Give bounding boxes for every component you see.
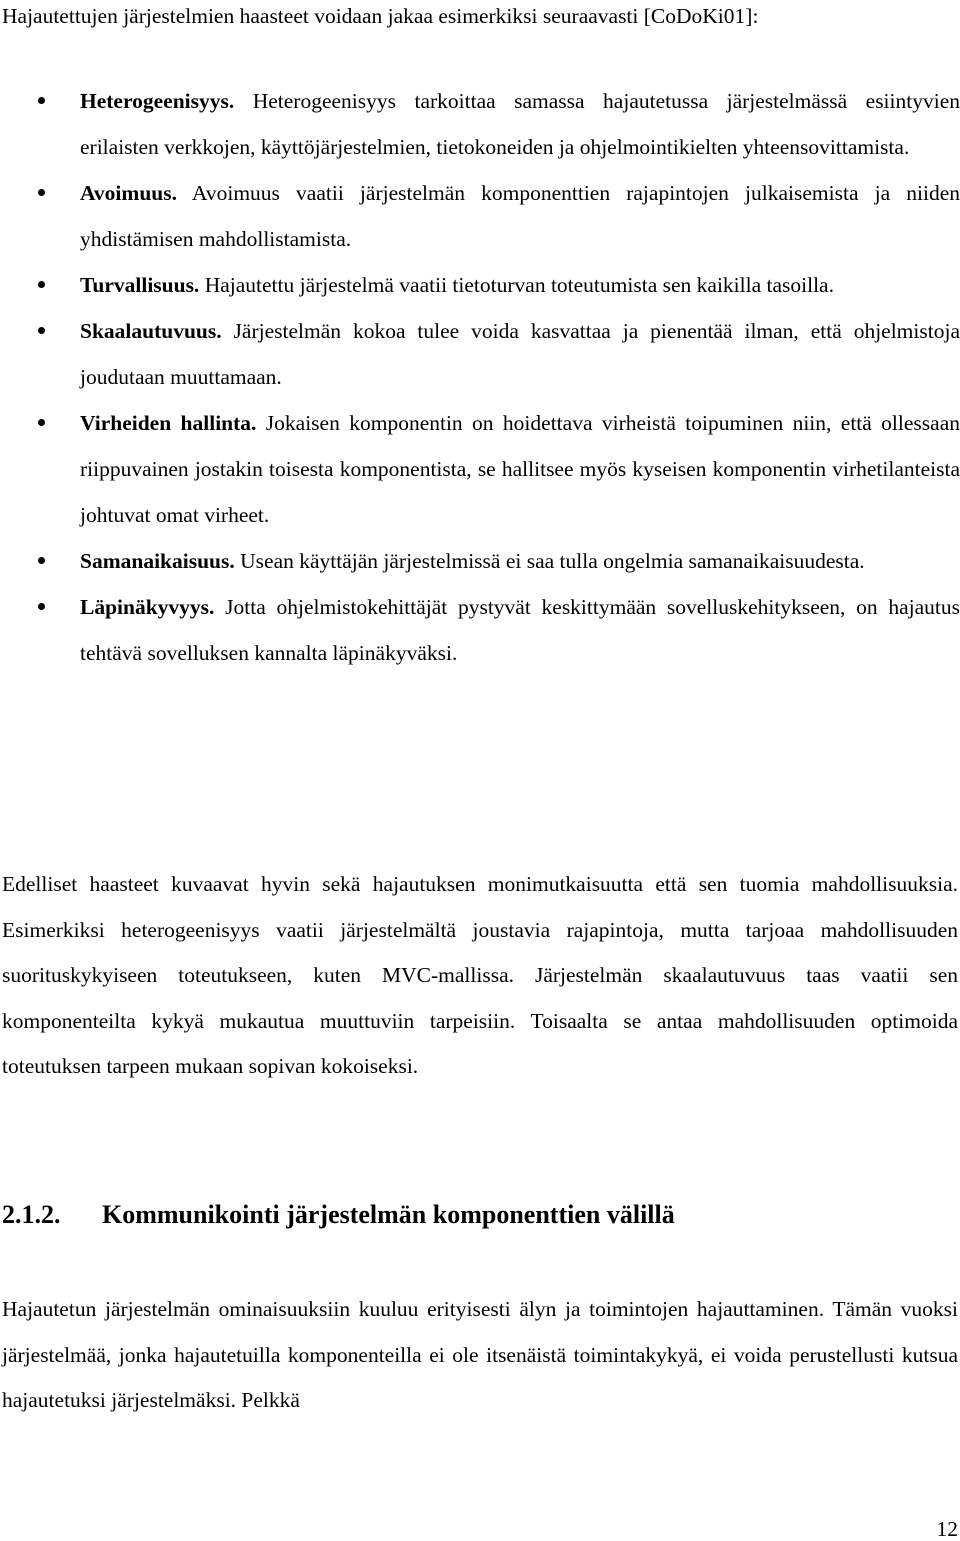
- list-item: [0, 262, 960, 308]
- section-heading: [2, 1198, 675, 1232]
- list-item-text: Heterogeenisyys tarkoittaa samassa hajautetussa järjestelmässä esiintyvien erilaisten verkkojen, käyttöjärjestelmien, tietokoneiden ja ohjelmointikielten yhteensovittamista.: [80, 89, 960, 159]
- list-item-text: Usean käyttäjän järjestelmissä ei saa tulla ongelmia samanaikaisuudesta.: [234, 549, 865, 573]
- list-item-text: Avoimuus vaatii järjestelmän komponenttien rajapintojen julkaisemista ja niiden yhdistämisen mahdollistamista.: [80, 181, 960, 251]
- list-item-term: Virheiden hallinta.: [80, 411, 257, 435]
- list-item: [0, 400, 960, 538]
- list-item-text: Järjestelmän kokoa tulee voida kasvattaa ja pienentää ilman, että ohjelmistoja joudutaan muuttamaan.: [80, 319, 960, 389]
- section-number: 2.1.2.: [2, 1200, 61, 1229]
- list-item-term: Heterogeenisyys.: [80, 89, 235, 113]
- page-number: 12: [936, 1517, 958, 1541]
- list-item-term: Skaalautuvuus.: [80, 319, 222, 343]
- list-item-term: Läpinäkyvyys.: [80, 595, 215, 619]
- bullet-icon: [38, 603, 45, 610]
- list-item-text: Hajautettu järjestelmä vaatii tietoturvan toteutumista sen kaikilla tasoilla.: [199, 273, 834, 297]
- bullet-icon: [38, 557, 45, 564]
- intro-text: Hajautettujen järjestelmien haasteet voidaan jakaa esimerkiksi seuraavasti [CoDoKi01]:: [2, 4, 759, 28]
- list-item-term: Avoimuus.: [80, 181, 177, 205]
- list-item-term: Turvallisuus.: [80, 273, 200, 297]
- list-item: [0, 78, 960, 170]
- challenges-list: [0, 78, 960, 676]
- bullet-icon: [38, 281, 45, 288]
- list-item: [0, 308, 960, 400]
- bullet-icon: [38, 189, 45, 196]
- bullet-icon: [38, 97, 45, 104]
- list-item: [0, 538, 960, 584]
- list-item-term: Samanaikaisuus.: [80, 549, 235, 573]
- section-title: Kommunikointi järjestelmän komponenttien välillä: [102, 1200, 675, 1229]
- bullet-icon: [38, 327, 45, 334]
- list-item: [0, 584, 960, 676]
- paragraph-communication: Hajautetun järjestelmän ominaisuuksiin kuuluu erityisesti älyn ja toimintojen hajauttaminen. Tämän vuoksi järjestelmää, jonka hajautetuilla komponenteilla ei ole itsenäistä toimintakykyä, ei voida perustellusti kutsua hajautetuksi järjestelmäksi. Pelkkä: [2, 1297, 958, 1413]
- paragraph-challenges-summary: Edelliset haasteet kuvaavat hyvin sekä hajautuksen monimutkaisuutta että sen tuomia mahdollisuuksia. Esimerkiksi heterogeenisyys vaatii järjestelmältä joustavia rajapintoja, mutta tarjoaa mahdollisuuden suorituskykyiseen toteutukseen, kuten MVC-mallissa. Järjestelmän skaalautuvuus taas vaatii sen komponenteilta kykyä mukautua muuttuviin tarpeisiin. Toisaalta se antaa mahdollisuuden optimoida toteutuksen tarpeen mukaan sopivan kokoiseksi.: [2, 872, 958, 1079]
- list-item-text: Jotta ohjelmistokehittäjät pystyvät keskittymään sovelluskehitykseen, on hajautus tehtävä sovelluksen kannalta läpinäkyväksi.: [80, 595, 960, 665]
- list-item-text: Jokaisen komponentin on hoidettava virheistä toipuminen niin, että ollessaan riippuvainen jostakin toisesta komponentista, se hallitsee myös kyseisen komponentin virhetilanteista johtuvat omat virheet.: [80, 411, 960, 527]
- list-item: [0, 170, 960, 262]
- bullet-icon: [38, 419, 45, 426]
